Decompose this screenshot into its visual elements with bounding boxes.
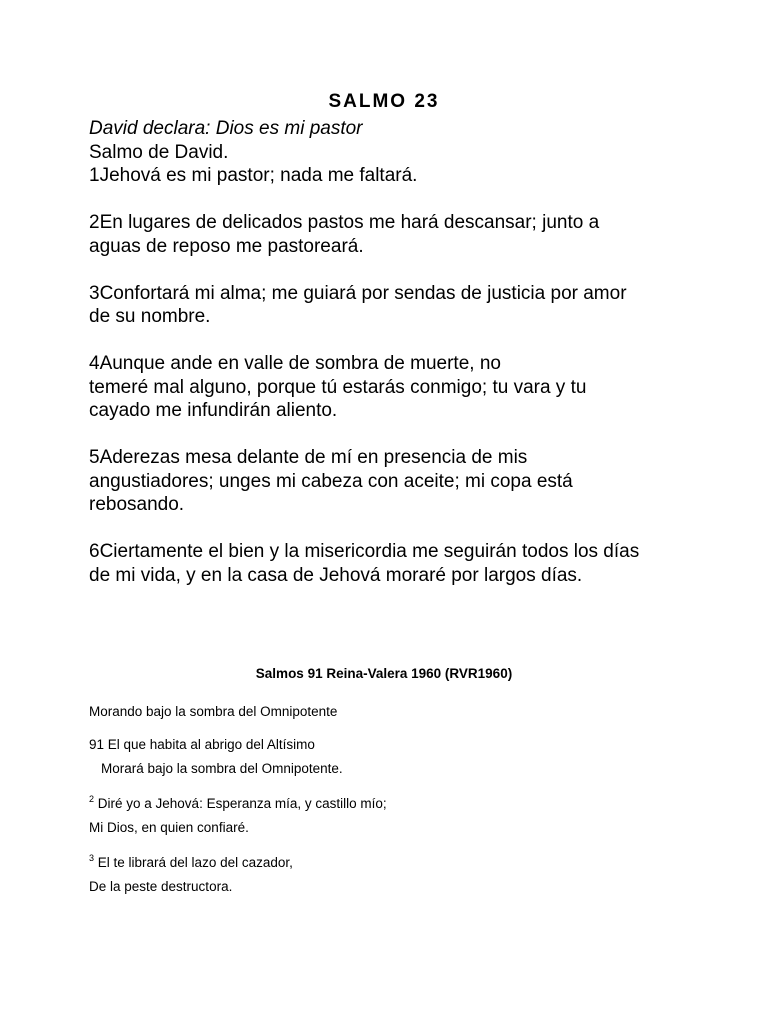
psalm23-title: SALMO 23: [328, 91, 440, 112]
psalm91-verse-2-line-2: Mi Dios, en quien confiaré.: [89, 820, 249, 835]
psalm23-verse-5-line-3: rebosando.: [89, 494, 185, 515]
verse-number: 3: [89, 853, 95, 863]
psalm23-verse-6-line-1: 6Ciertamente el bien y la misericordia me seguirán todos los días: [89, 541, 640, 562]
psalm91-verse-2: [89, 792, 689, 840]
psalm23-verse-2-line-2: aguas de reposo me pastoreará.: [89, 235, 364, 257]
psalm23-subtitle: David declara: Dios es mi pastor: [89, 118, 363, 139]
verse-text: Diré yo a Jehová: Esperanza mía, y castillo mío;: [94, 796, 387, 811]
psalm91-verse-3-line-2: De la peste destructora.: [89, 879, 233, 894]
paragraph-gap: [89, 188, 689, 212]
psalm91-verse-1: [89, 733, 689, 781]
paragraph-gap: [89, 329, 689, 353]
psalm91-title: Salmos 91 Reina-Valera 1960 (RVR1960): [255, 666, 513, 681]
verse-number: 2: [89, 794, 95, 804]
psalm91-heading: Morando bajo la sombra del Omnipotente: [89, 704, 338, 719]
psalm23-verse-6-line-2: de mi vida, y en la casa de Jehová moraré por largos días.: [89, 564, 583, 586]
psalm23-verse-4-line-1: 4Aunque ande en valle de sombra de muerte, no: [89, 353, 501, 374]
psalm91-verse-3-line-1: [89, 851, 689, 875]
psalm91-verse-1-line-2: Morará bajo la sombra del Omnipotente.: [101, 761, 343, 776]
psalm23-verse-3-line-1: 3Confortará mi alma; me guiará por sendas de justicia por amor: [89, 282, 627, 304]
psalm23-verse-2-line-1: 2En lugares de delicados pastos me hará descansar; junto a: [89, 212, 600, 233]
paragraph-gap: [89, 423, 689, 447]
psalm23-verse-1: 1Jehová es mi pastor; nada me faltará.: [89, 165, 418, 186]
psalm23-heading: Salmo de David.: [89, 141, 229, 163]
paragraph-gap: [89, 517, 689, 541]
psalm91-heading-block: [89, 700, 689, 724]
psalm91-verse-1-line-1: 91 El que habita al abrigo del Altísimo: [89, 737, 315, 752]
psalm91-verse-2-line-1: [89, 792, 689, 816]
psalm23-body: [89, 117, 689, 587]
verse-text: El te librará del lazo del cazador,: [94, 855, 293, 870]
paragraph-gap: [89, 258, 689, 282]
psalm91-verse-3: [89, 851, 689, 899]
psalm23-verse-5-line-2: angustiadores; unges mi cabeza con aceite; mi copa está: [89, 470, 573, 492]
psalm23-verse-4-line-3: cayado me infundirán aliento.: [89, 400, 338, 421]
psalm23-verse-4-line-2: temeré mal alguno, porque tú estarás conmigo; tu vara y tu: [89, 376, 587, 398]
psalm23-verse-5-line-1: 5Aderezas mesa delante de mí en presencia de mis: [89, 447, 528, 468]
psalm23-verse-3-line-2: de su nombre.: [89, 306, 211, 327]
